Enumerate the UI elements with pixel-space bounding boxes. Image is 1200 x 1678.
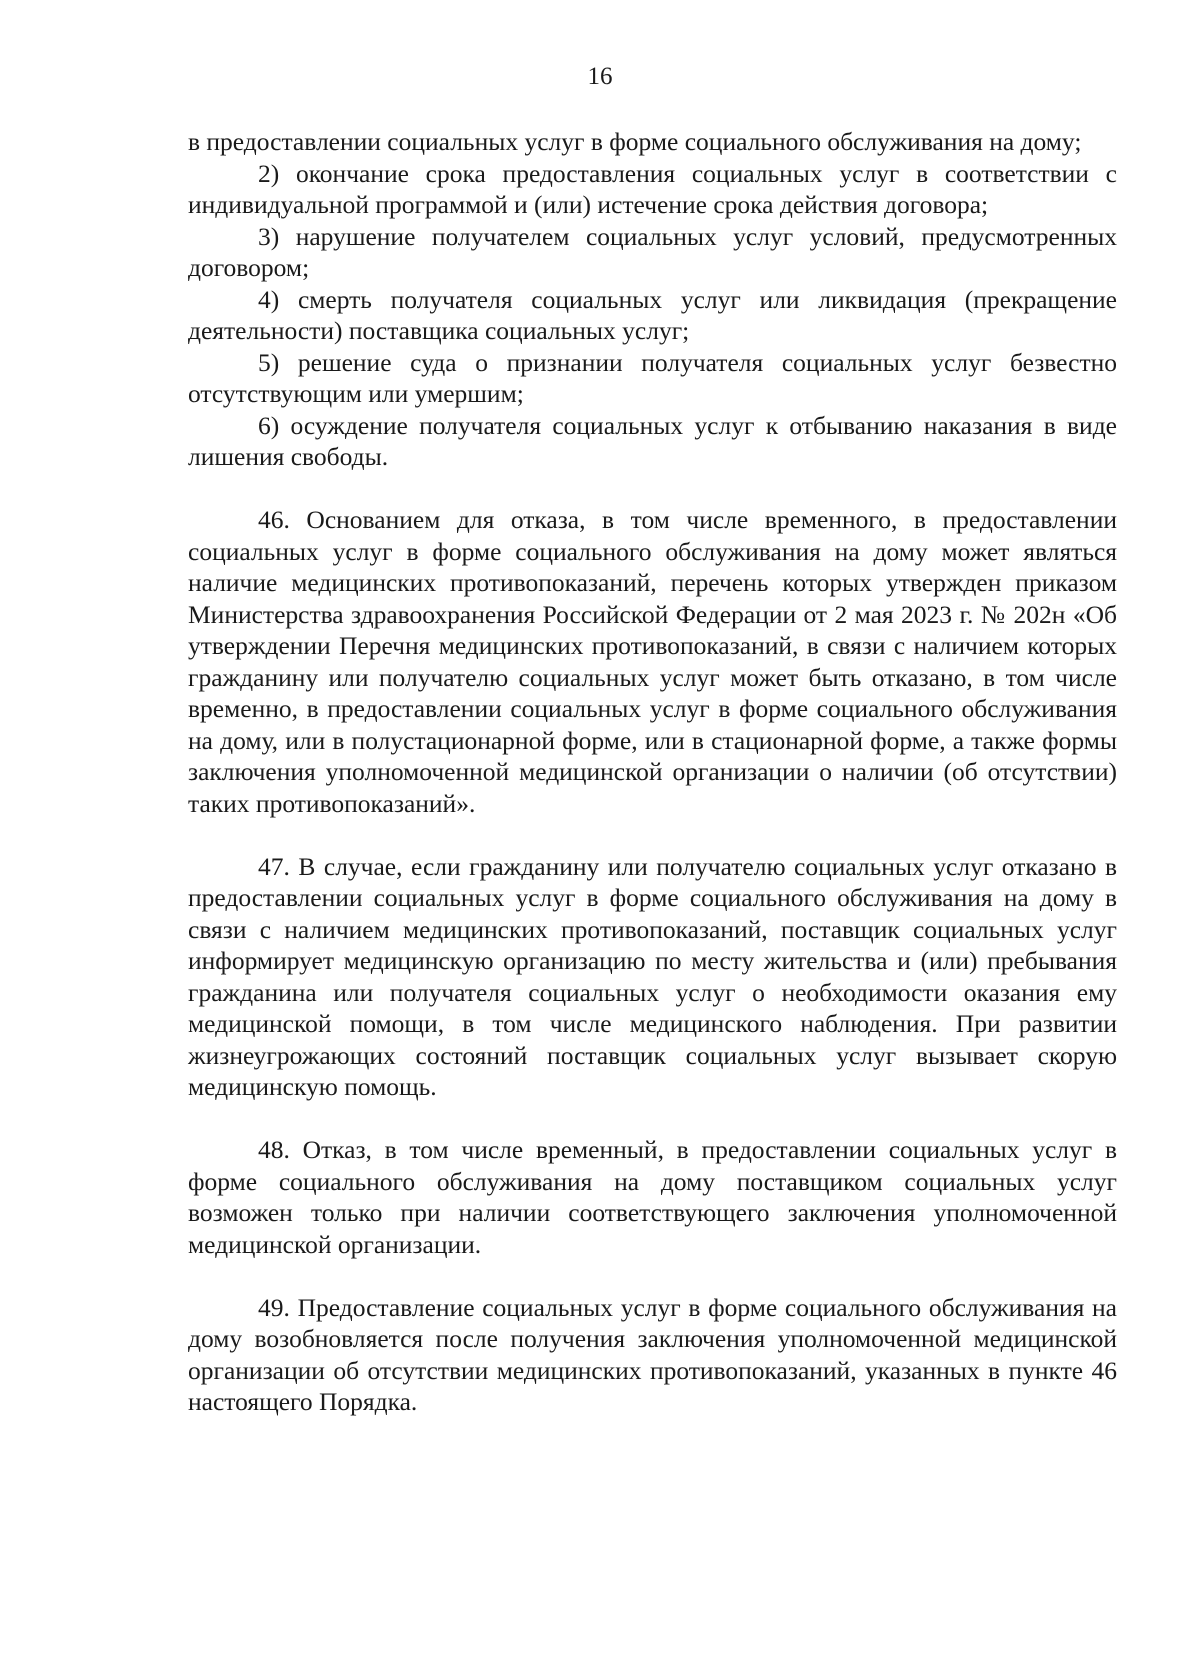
page-number: 16 [587,63,613,90]
document-body [188,126,1117,1418]
list-item-4: 4) смерть получателя социальных услуг или ликвидация (прекращение деятельности) поставщика социальных услуг; [188,284,1117,345]
list-item-2: 2) окончание срока предоставления социальных услуг в соответствии с индивидуальной программой и (или) истечение срока действия договора; [188,158,1117,219]
list-item-6: 6) осуждение получателя социальных услуг к отбыванию наказания в виде лишения свободы. [188,410,1117,471]
list-item-5: 5) решение суда о признании получателя социальных услуг безвестно отсутствующим или умершим; [188,347,1117,408]
paragraph-continuation: в предоставлении социальных услуг в форме социального обслуживания на дому; [188,127,1082,156]
clause-49: 49. Предоставление социальных услуг в форме социального обслуживания на дому возобновляется после получения заключения уполномоченной медицинской организации об отсутствии медицинских противопоказаний, указанных в пункте 46 настоящего Порядка. [188,1292,1117,1416]
clause-47: 47. В случае, если гражданину или получателю социальных услуг отказано в предоставлении социальных услуг в форме социального обслуживания на дому в связи с наличием медицинских противопоказаний, поставщик социальных услуг информирует медицинскую организацию по месту жительства и (или) пребывания гражданина или получателя социальных услуг о необходимости оказания ему медицинской помощи, в том числе медицинского наблюдения. При развитии жизнеугрожающих состояний поставщик социальных услуг вызывает скорую медицинскую помощь. [188,851,1117,1101]
clause-48: 48. Отказ, в том числе временный, в предоставлении социальных услуг в форме социального обслуживания на дому поставщиком социальных услуг возможен только при наличии соответствующего заключения уполномоченной медицинской организации. [188,1135,1117,1259]
list-item-3: 3) нарушение получателем социальных услуг условий, предусмотренных договором; [188,221,1117,282]
clause-46: 46. Основанием для отказа, в том числе временного, в предоставлении социальных услуг в форме социального обслуживания на дому может являться наличие медицинских противопоказаний, перечень которых утвержден приказом Министерства здравоохранения Российской Федерации от 2 мая 2023 г. № 202н «Об утверждении Перечня медицинских противопоказаний, в связи с наличием которых гражданину или получателю социальных услуг может быть отказано, в том числе временно, в предоставлении социальных услуг в форме социального обслуживания на дому, или в полустационарной форме, или в стационарной форме, а также формы заключения уполномоченной медицинской организации о наличии (об отсутствии) таких противопоказаний». [188,505,1117,818]
